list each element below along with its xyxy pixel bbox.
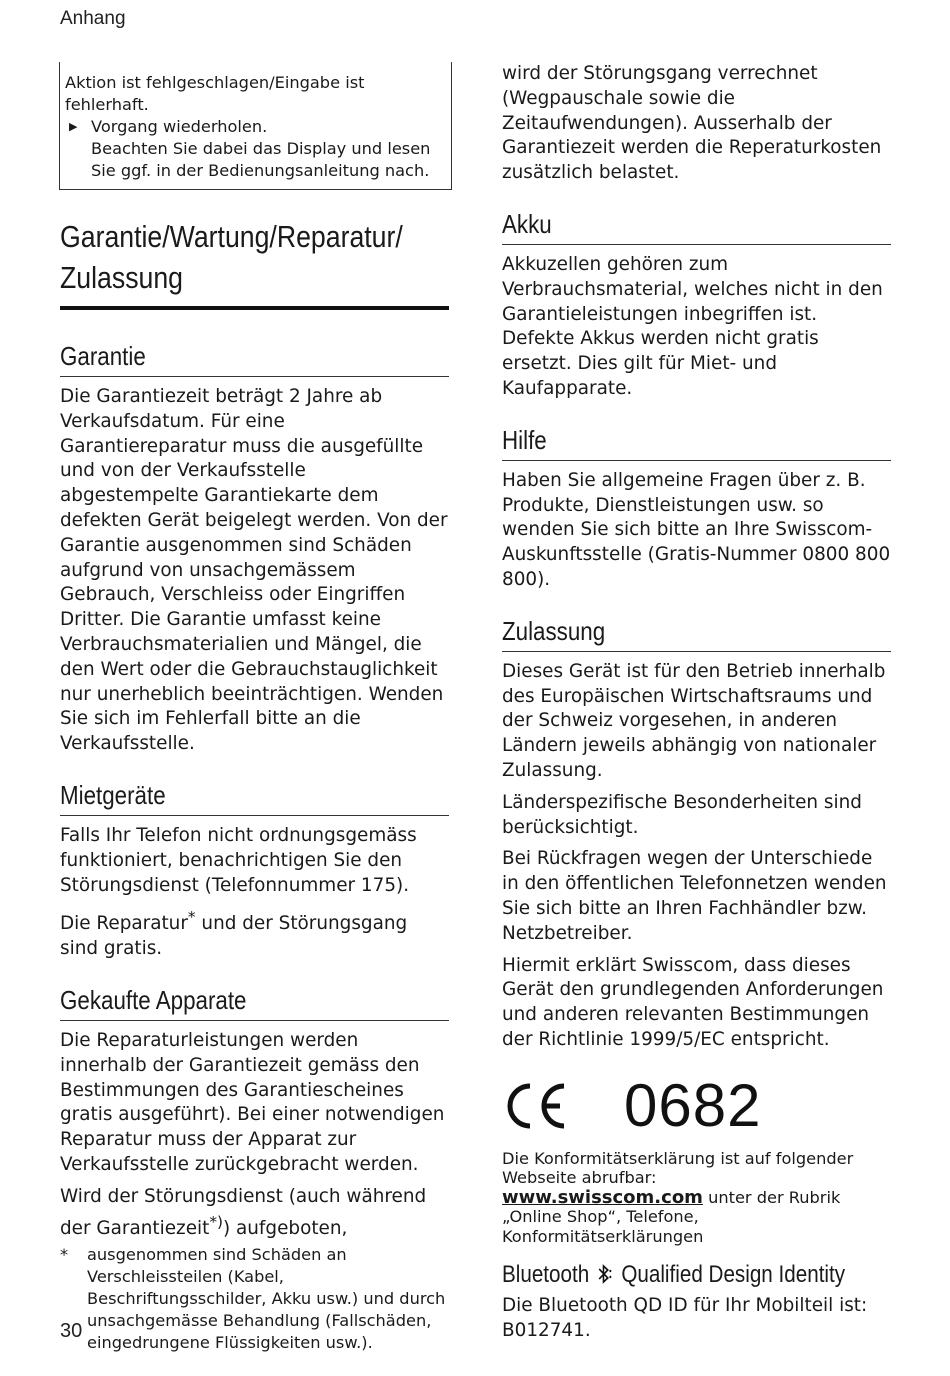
zulassung-text-2: Länderspezifische Besonderheiten sind berücksichtigt. (502, 791, 862, 838)
section-zulassung (502, 615, 891, 1053)
section-heading-mietgeraete: Mietgeräte (60, 779, 449, 816)
chapter-title-line-2: Zulassung (60, 260, 184, 295)
ce-mark-icon (502, 1080, 568, 1132)
gekaufte-text-2: Wird der Störungsdienst (auch während der Garantiezeit*)) aufgeboten, (60, 1185, 427, 1239)
hilfe-text: Haben Sie allgemeine Fragen über z. B. Produkte, Dienstleistungen usw. so wenden Sie sich bitte an Ihre Swisscom-Auskunftsstelle (Gratis-Nummer 0800 800 800). (502, 469, 891, 590)
akku-text: Akkuzellen gehören zum Verbrauchsmaterial, welches nicht in den Garantieleistungen inbegriffen ist. Defekte Akkus werden nicht gratis ersetzt. Dies gilt für Miet- und Kaufapparate. (502, 253, 883, 399)
conformity-link-line: www.swisscom.com unter der Rubrik „Online Shop“, Telefone, Konformitätserklärungen (502, 1186, 841, 1246)
chapter-title (60, 216, 403, 298)
section-heading-zulassung: Zulassung (502, 615, 891, 652)
running-header: Anhang (60, 8, 126, 29)
section-gekaufte-apparate (60, 984, 449, 1354)
mietgeraete-text-1: Falls Ihr Telefon nicht ordnungsgemäss funktioniert, benachrichtigen Sie den Störungsdienst (Telefonnummer 175). (60, 824, 417, 896)
conformity-declaration: Die Konformitätserklärung ist auf folgender Webseite abrufbar: (502, 1148, 854, 1188)
zulassung-text-4: Hiermit erklärt Swisscom, dass dieses Gerät den grundlegenden Anforderungen und anderen relevanten Bestimmungen der Richtlinie 1999/5/EC entspricht. (502, 954, 884, 1050)
mietgeraete-text-2: Die Reparatur* und der Störungsgang sind gratis. (60, 908, 408, 960)
ce-marking (502, 1071, 891, 1141)
garantie-text: Die Garantiezeit beträgt 2 Jahre ab Verkaufsdatum. Für eine Garantiereparatur muss die ausgefüllte und von der Verkaufsstelle abgestempelte Garantiekarte dem defekten Gerät beigelegt werden. Von der Garantie ausgenommen sind Schäden aufgrund von unsachgemässem Gebrauch, Verschleiss oder Eingriffen Dritter. Die Garantie umfasst keine Verbrauchsmaterialien und Mängel, die den Wert oder die Gebrauchstauglichkeit nur unerheblich beeinträchtigen. Wenden Sie sich im Fehlerfall bitte an die Verkaufsstelle. (60, 386, 448, 755)
section-heading-garantie: Garantie (60, 340, 449, 377)
section-hilfe (502, 424, 891, 593)
section-garantie (60, 340, 449, 757)
triangle-right-icon: ▶ (69, 120, 78, 133)
left-column (60, 62, 449, 1376)
notice-line: Aktion ist fehlgeschlagen/Eingabe ist fehlerhaft. (65, 73, 365, 114)
page-number: 30 (60, 1320, 83, 1342)
notice-hint: Beachten Sie dabei das Display und lesen Sie ggf. in der Bedienungsanleitung nach. (91, 139, 431, 180)
section-heading-akku: Akku (502, 208, 891, 245)
section-heading-gekaufte-apparate: Gekaufte Apparate (60, 984, 449, 1021)
chapter-divider (60, 306, 449, 310)
bluetooth-text: Die Bluetooth QD ID für Ihr Mobilteil ist: B012741. (502, 1295, 868, 1341)
gekaufte-text-1: Die Reparaturleistungen werden innerhalb der Garantiezeit gemäss den Bestimmungen des Garantiescheines gratis ausgeführt). Bei einer notwendigen Reparatur muss der Apparat zur Verkaufsstelle zurückgebracht werden. (60, 1030, 445, 1176)
swisscom-link[interactable]: www.swisscom.com (502, 1186, 703, 1208)
right-column (502, 62, 891, 1351)
notice-step-text: Vorgang wiederholen. (91, 117, 268, 136)
section-heading-hilfe: Hilfe (502, 424, 891, 461)
zulassung-text-3: Bei Rückfragen wegen der Unterschiede in den öffentlichen Telefonnetzen wenden Sie sich bitte an Ihren Fachhändler bzw. Netzbetreiber. (502, 848, 887, 944)
section-mietgeraete (60, 779, 449, 962)
chapter-title-line-1: Garantie/Wartung/Reparatur/ (60, 219, 403, 254)
notice-box (59, 62, 452, 190)
footnote: * ausgenommen sind Schäden an Verschleissteilen (Kabel, Beschriftungsschilder, Akku usw.) und durch unsachgemässe Behandlung (Fallschäden, eingedrungene Flüssigkeiten usw.). (60, 1244, 446, 1352)
bluetooth-icon (597, 1263, 614, 1285)
notice-step (65, 116, 447, 182)
notified-body-number: 0682 (624, 1071, 762, 1139)
continuation-text: wird der Störungsgang verrechnet (Wegpauschale sowie die Zeitaufwendungen). Ausserhalb der Garantiezeit werden die Reperaturkosten zusätzlich belastet. (502, 63, 882, 184)
bluetooth-heading: Bluetooth Qualified Design Identity (502, 1261, 846, 1289)
section-akku (502, 208, 891, 402)
zulassung-text-1: Dieses Gerät ist für den Betrieb innerhalb des Europäischen Wirtschaftsraums und der Schweiz vorgesehen, in anderen Ländern jeweils abhängig von nationaler Zulassung. (502, 660, 886, 781)
